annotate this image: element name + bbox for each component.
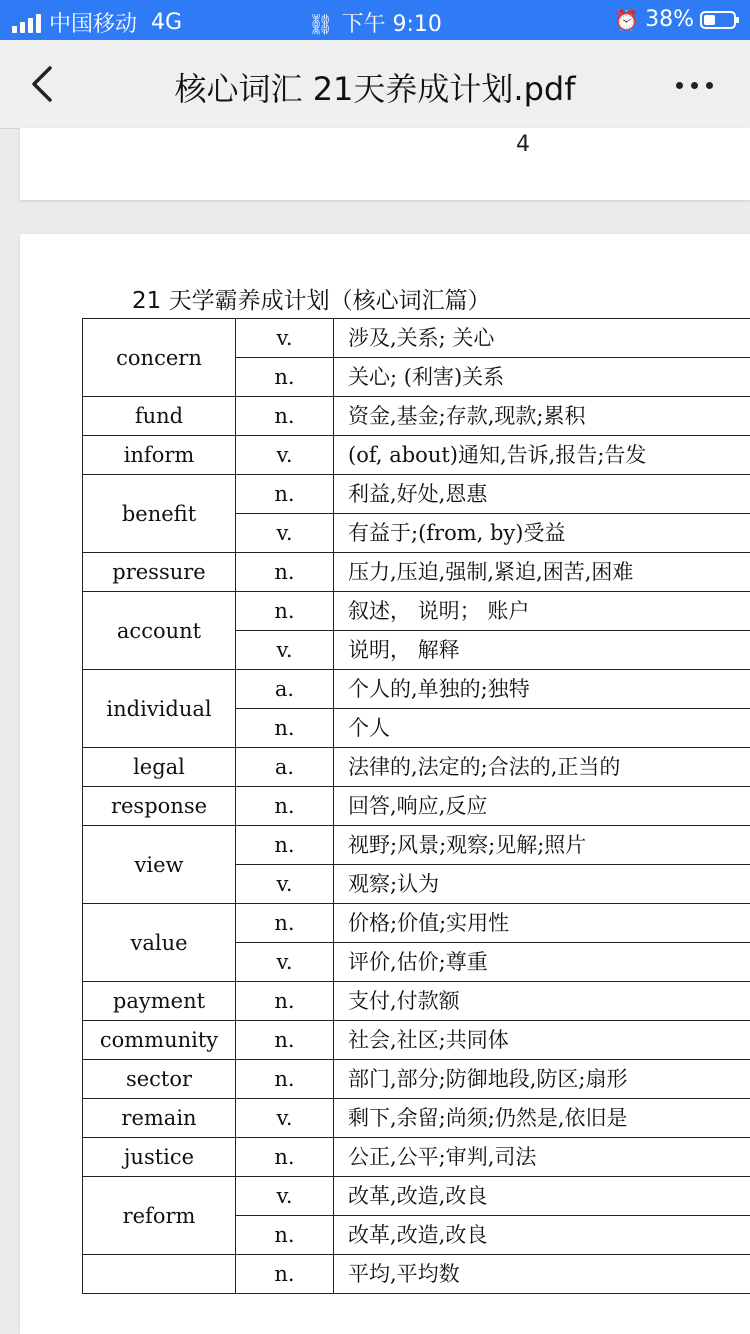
part-of-speech-cell: n. [236, 787, 334, 826]
status-right [614, 7, 736, 32]
more-button[interactable] [676, 70, 720, 100]
part-of-speech-cell: n. [236, 358, 334, 397]
word-cell: individual [83, 670, 236, 748]
part-of-speech-cell: v. [236, 631, 334, 670]
table-row [83, 748, 750, 787]
alarm-icon: ⏰ [614, 7, 640, 32]
battery-percent: 38% [645, 7, 694, 32]
more-dot [706, 82, 713, 89]
battery-icon [700, 11, 736, 29]
word-cell: benefit [83, 475, 236, 553]
word-cell [83, 1255, 236, 1294]
word-cell: pressure [83, 553, 236, 592]
definition-cell: 资金,基金;存款,现款;累积 [334, 397, 750, 436]
word-cell: justice [83, 1138, 236, 1177]
definition-cell: 部门,部分;防御地段,防区;扇形 [334, 1060, 750, 1099]
part-of-speech-cell: n. [236, 1138, 334, 1177]
table-row [83, 475, 750, 514]
network-type: 4G [151, 10, 183, 35]
part-of-speech-cell: n. [236, 1216, 334, 1255]
part-of-speech-cell: n. [236, 826, 334, 865]
part-of-speech-cell: n. [236, 475, 334, 514]
definition-cell: 改革,改造,改良 [334, 1177, 750, 1216]
word-cell: community [83, 1021, 236, 1060]
definition-cell: 剩下,余留;尚须;仍然是,依旧是 [334, 1099, 750, 1138]
table-row [83, 319, 750, 358]
definition-cell: 说明， 解释 [334, 631, 750, 670]
word-cell: fund [83, 397, 236, 436]
word-cell: reform [83, 1177, 236, 1255]
definition-cell: 评价,估价;尊重 [334, 943, 750, 982]
part-of-speech-cell: a. [236, 748, 334, 787]
definition-cell: 平均,平均数 [334, 1255, 750, 1294]
table-row [83, 1021, 750, 1060]
table-row [83, 1138, 750, 1177]
definition-cell: 利益,好处,恩惠 [334, 475, 750, 514]
part-of-speech-cell: v. [236, 1099, 334, 1138]
part-of-speech-cell: v. [236, 865, 334, 904]
definition-cell: 关心; (利害)关系 [334, 358, 750, 397]
part-of-speech-cell: n. [236, 553, 334, 592]
definition-cell: 社会,社区;共同体 [334, 1021, 750, 1060]
part-of-speech-cell: n. [236, 397, 334, 436]
word-cell: account [83, 592, 236, 670]
status-bar [0, 0, 750, 40]
chevron-left-icon [24, 62, 68, 106]
definition-cell: 观察;认为 [334, 865, 750, 904]
definition-cell: 涉及,关系; 关心 [334, 319, 750, 358]
part-of-speech-cell: n. [236, 982, 334, 1021]
table-row [83, 826, 750, 865]
signal-strength-icon [12, 13, 41, 33]
table-row [83, 553, 750, 592]
part-of-speech-cell: a. [236, 670, 334, 709]
table-row [83, 1060, 750, 1099]
word-cell: legal [83, 748, 236, 787]
definition-cell: 个人 [334, 709, 750, 748]
table-row [83, 1177, 750, 1216]
table-row [83, 1255, 750, 1294]
word-cell: value [83, 904, 236, 982]
part-of-speech-cell: n. [236, 709, 334, 748]
word-cell: sector [83, 1060, 236, 1099]
definition-cell: 个人的,单独的;独特 [334, 670, 750, 709]
definition-cell: 回答,响应,反应 [334, 787, 750, 826]
word-cell: view [83, 826, 236, 904]
document-title: 核心词汇 21天养成计划.pdf [174, 70, 576, 108]
more-dot [676, 82, 683, 89]
nav-bar [0, 40, 750, 129]
table-row [83, 787, 750, 826]
definition-cell: 改革,改造,改良 [334, 1216, 750, 1255]
definition-cell: 法律的,法定的;合法的,正当的 [334, 748, 750, 787]
document-heading: 21 天学霸养成计划（核心词汇篇） [132, 288, 491, 314]
definition-cell: (of, about)通知,告诉,报告;告发 [334, 436, 750, 475]
vocabulary-table [82, 318, 750, 1294]
part-of-speech-cell: n. [236, 904, 334, 943]
status-left [12, 7, 182, 38]
definition-cell: 公正,公平;审判,司法 [334, 1138, 750, 1177]
table-row [83, 904, 750, 943]
word-cell: concern [83, 319, 236, 397]
definition-cell: 叙述， 说明； 账户 [334, 592, 750, 631]
part-of-speech-cell: n. [236, 1255, 334, 1294]
part-of-speech-cell: v. [236, 1177, 334, 1216]
pdf-page-current [20, 234, 750, 1334]
table-row [83, 982, 750, 1021]
table-row [83, 1099, 750, 1138]
word-cell: response [83, 787, 236, 826]
word-cell: payment [83, 982, 236, 1021]
part-of-speech-cell: v. [236, 514, 334, 553]
table-row [83, 397, 750, 436]
definition-cell: 有益于;(from, by)受益 [334, 514, 750, 553]
battery-level [704, 15, 715, 25]
part-of-speech-cell: v. [236, 436, 334, 475]
clock: 下午 9:10 [341, 12, 442, 37]
definition-cell: 支付,付款额 [334, 982, 750, 1021]
table-row [83, 592, 750, 631]
table-row [83, 436, 750, 475]
part-of-speech-cell: v. [236, 943, 334, 982]
part-of-speech-cell: v. [236, 319, 334, 358]
link-icon: ⛓ [308, 12, 334, 36]
table-row [83, 670, 750, 709]
definition-cell: 压力,压迫,强制,紧迫,困苦,困难 [334, 553, 750, 592]
part-of-speech-cell: n. [236, 592, 334, 631]
carrier-label: 中国移动 [49, 12, 138, 37]
definition-cell: 价格;价值;实用性 [334, 904, 750, 943]
part-of-speech-cell: n. [236, 1060, 334, 1099]
more-dot [691, 82, 698, 89]
definition-cell: 视野;风景;观察;见解;照片 [334, 826, 750, 865]
word-cell: inform [83, 436, 236, 475]
part-of-speech-cell: n. [236, 1021, 334, 1060]
page-number: 4 [516, 132, 530, 157]
pdf-page-previous [20, 128, 750, 200]
back-button[interactable] [24, 62, 68, 106]
word-cell: remain [83, 1099, 236, 1138]
